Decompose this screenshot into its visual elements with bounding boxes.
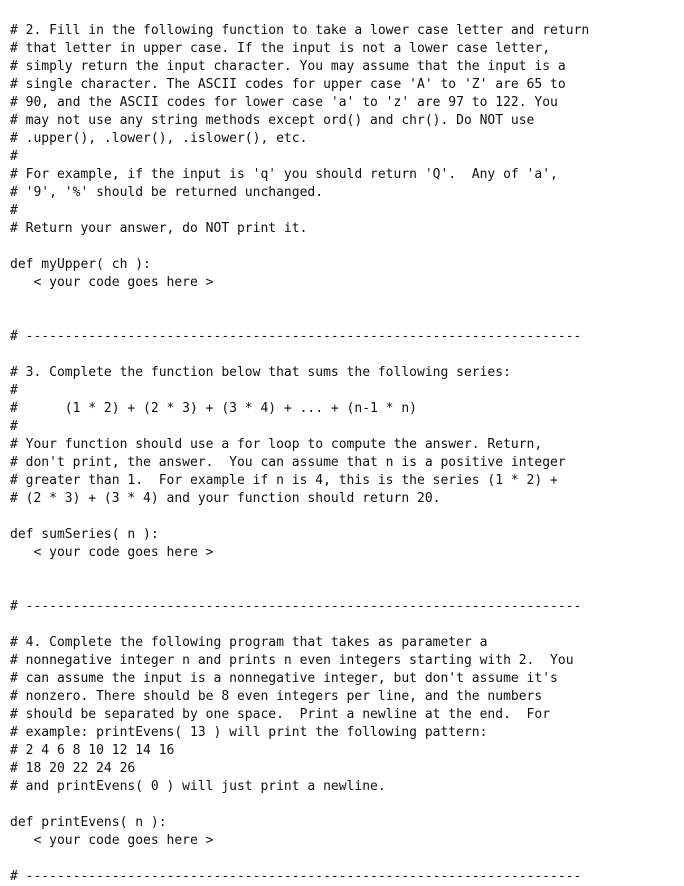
blank-line <box>10 508 680 526</box>
comment-line: # For example, if the input is 'q' you should return 'Q'. Any of 'a', <box>10 167 558 182</box>
comment-line: # example: printEvens( 13 ) will print the following pattern: <box>10 725 488 740</box>
comment-line: # nonnegative integer n and prints n even integers starting with 2. You <box>10 653 574 668</box>
comment-line: # 4. Complete the following program that takes as parameter a <box>10 635 488 650</box>
code-document <box>10 22 680 886</box>
code-placeholder: < your code goes here > <box>10 545 214 560</box>
blank-line <box>10 562 680 580</box>
comment-line: # don't print, the answer. You can assume that n is a positive integer <box>10 455 566 470</box>
blank-line <box>10 238 680 256</box>
comment-line: # Return your answer, do NOT print it. <box>10 221 308 236</box>
function-signature: def myUpper( ch ): <box>10 257 151 272</box>
comment-line: # may not use any string methods except ord() and chr(). Do NOT use <box>10 113 535 128</box>
comment-line: # and printEvens( 0 ) will just print a newline. <box>10 779 386 794</box>
comment-line: # 3. Complete the function below that sums the following series: <box>10 365 511 380</box>
comment-line: # single character. The ASCII codes for upper case 'A' to 'Z' are 65 to <box>10 77 566 92</box>
comment-line: # Your function should use a for loop to compute the answer. Return, <box>10 437 543 452</box>
comment-line: # <box>10 203 18 218</box>
function-signature: def sumSeries( n ): <box>10 527 159 542</box>
comment-line: # 2 4 6 8 10 12 14 16 <box>10 743 175 758</box>
blank-line <box>10 346 680 364</box>
section-divider: # ----------------------------------------------------------------------- <box>10 329 582 344</box>
comment-line: # can assume the input is a nonnegative integer, but don't assume it's <box>10 671 558 686</box>
comment-line: # 90, and the ASCII codes for lower case 'a' to 'z' are 97 to 122. You <box>10 95 558 110</box>
blank-line <box>10 850 680 868</box>
comment-line: # '9', '%' should be returned unchanged. <box>10 185 324 200</box>
blank-line <box>10 796 680 814</box>
comment-line: # .upper(), .lower(), .islower(), etc. <box>10 131 308 146</box>
comment-line: # (2 * 3) + (3 * 4) and your function should return 20. <box>10 491 441 506</box>
code-placeholder: < your code goes here > <box>10 833 214 848</box>
blank-line <box>10 310 680 328</box>
section-divider: # ----------------------------------------------------------------------- <box>10 869 582 884</box>
comment-line: # nonzero. There should be 8 even integers per line, and the numbers <box>10 689 543 704</box>
comment-line: # 18 20 22 24 26 <box>10 761 136 776</box>
blank-line <box>10 292 680 310</box>
comment-line: # <box>10 419 18 434</box>
code-placeholder: < your code goes here > <box>10 275 214 290</box>
comment-line: # 2. Fill in the following function to take a lower case letter and return <box>10 23 590 38</box>
comment-line: # <box>10 149 18 164</box>
comment-line: # greater than 1. For example if n is 4, this is the series (1 * 2) + <box>10 473 558 488</box>
section-divider: # ----------------------------------------------------------------------- <box>10 599 582 614</box>
comment-line: # <box>10 383 18 398</box>
comment-line: # that letter in upper case. If the input is not a lower case letter, <box>10 41 551 56</box>
comment-line: # (1 * 2) + (2 * 3) + (3 * 4) + ... + (n-1 * n) <box>10 401 417 416</box>
blank-line <box>10 616 680 634</box>
comment-line: # should be separated by one space. Print a newline at the end. For <box>10 707 551 722</box>
comment-line: # simply return the input character. You may assume that the input is a <box>10 59 566 74</box>
blank-line <box>10 580 680 598</box>
function-signature: def printEvens( n ): <box>10 815 167 830</box>
